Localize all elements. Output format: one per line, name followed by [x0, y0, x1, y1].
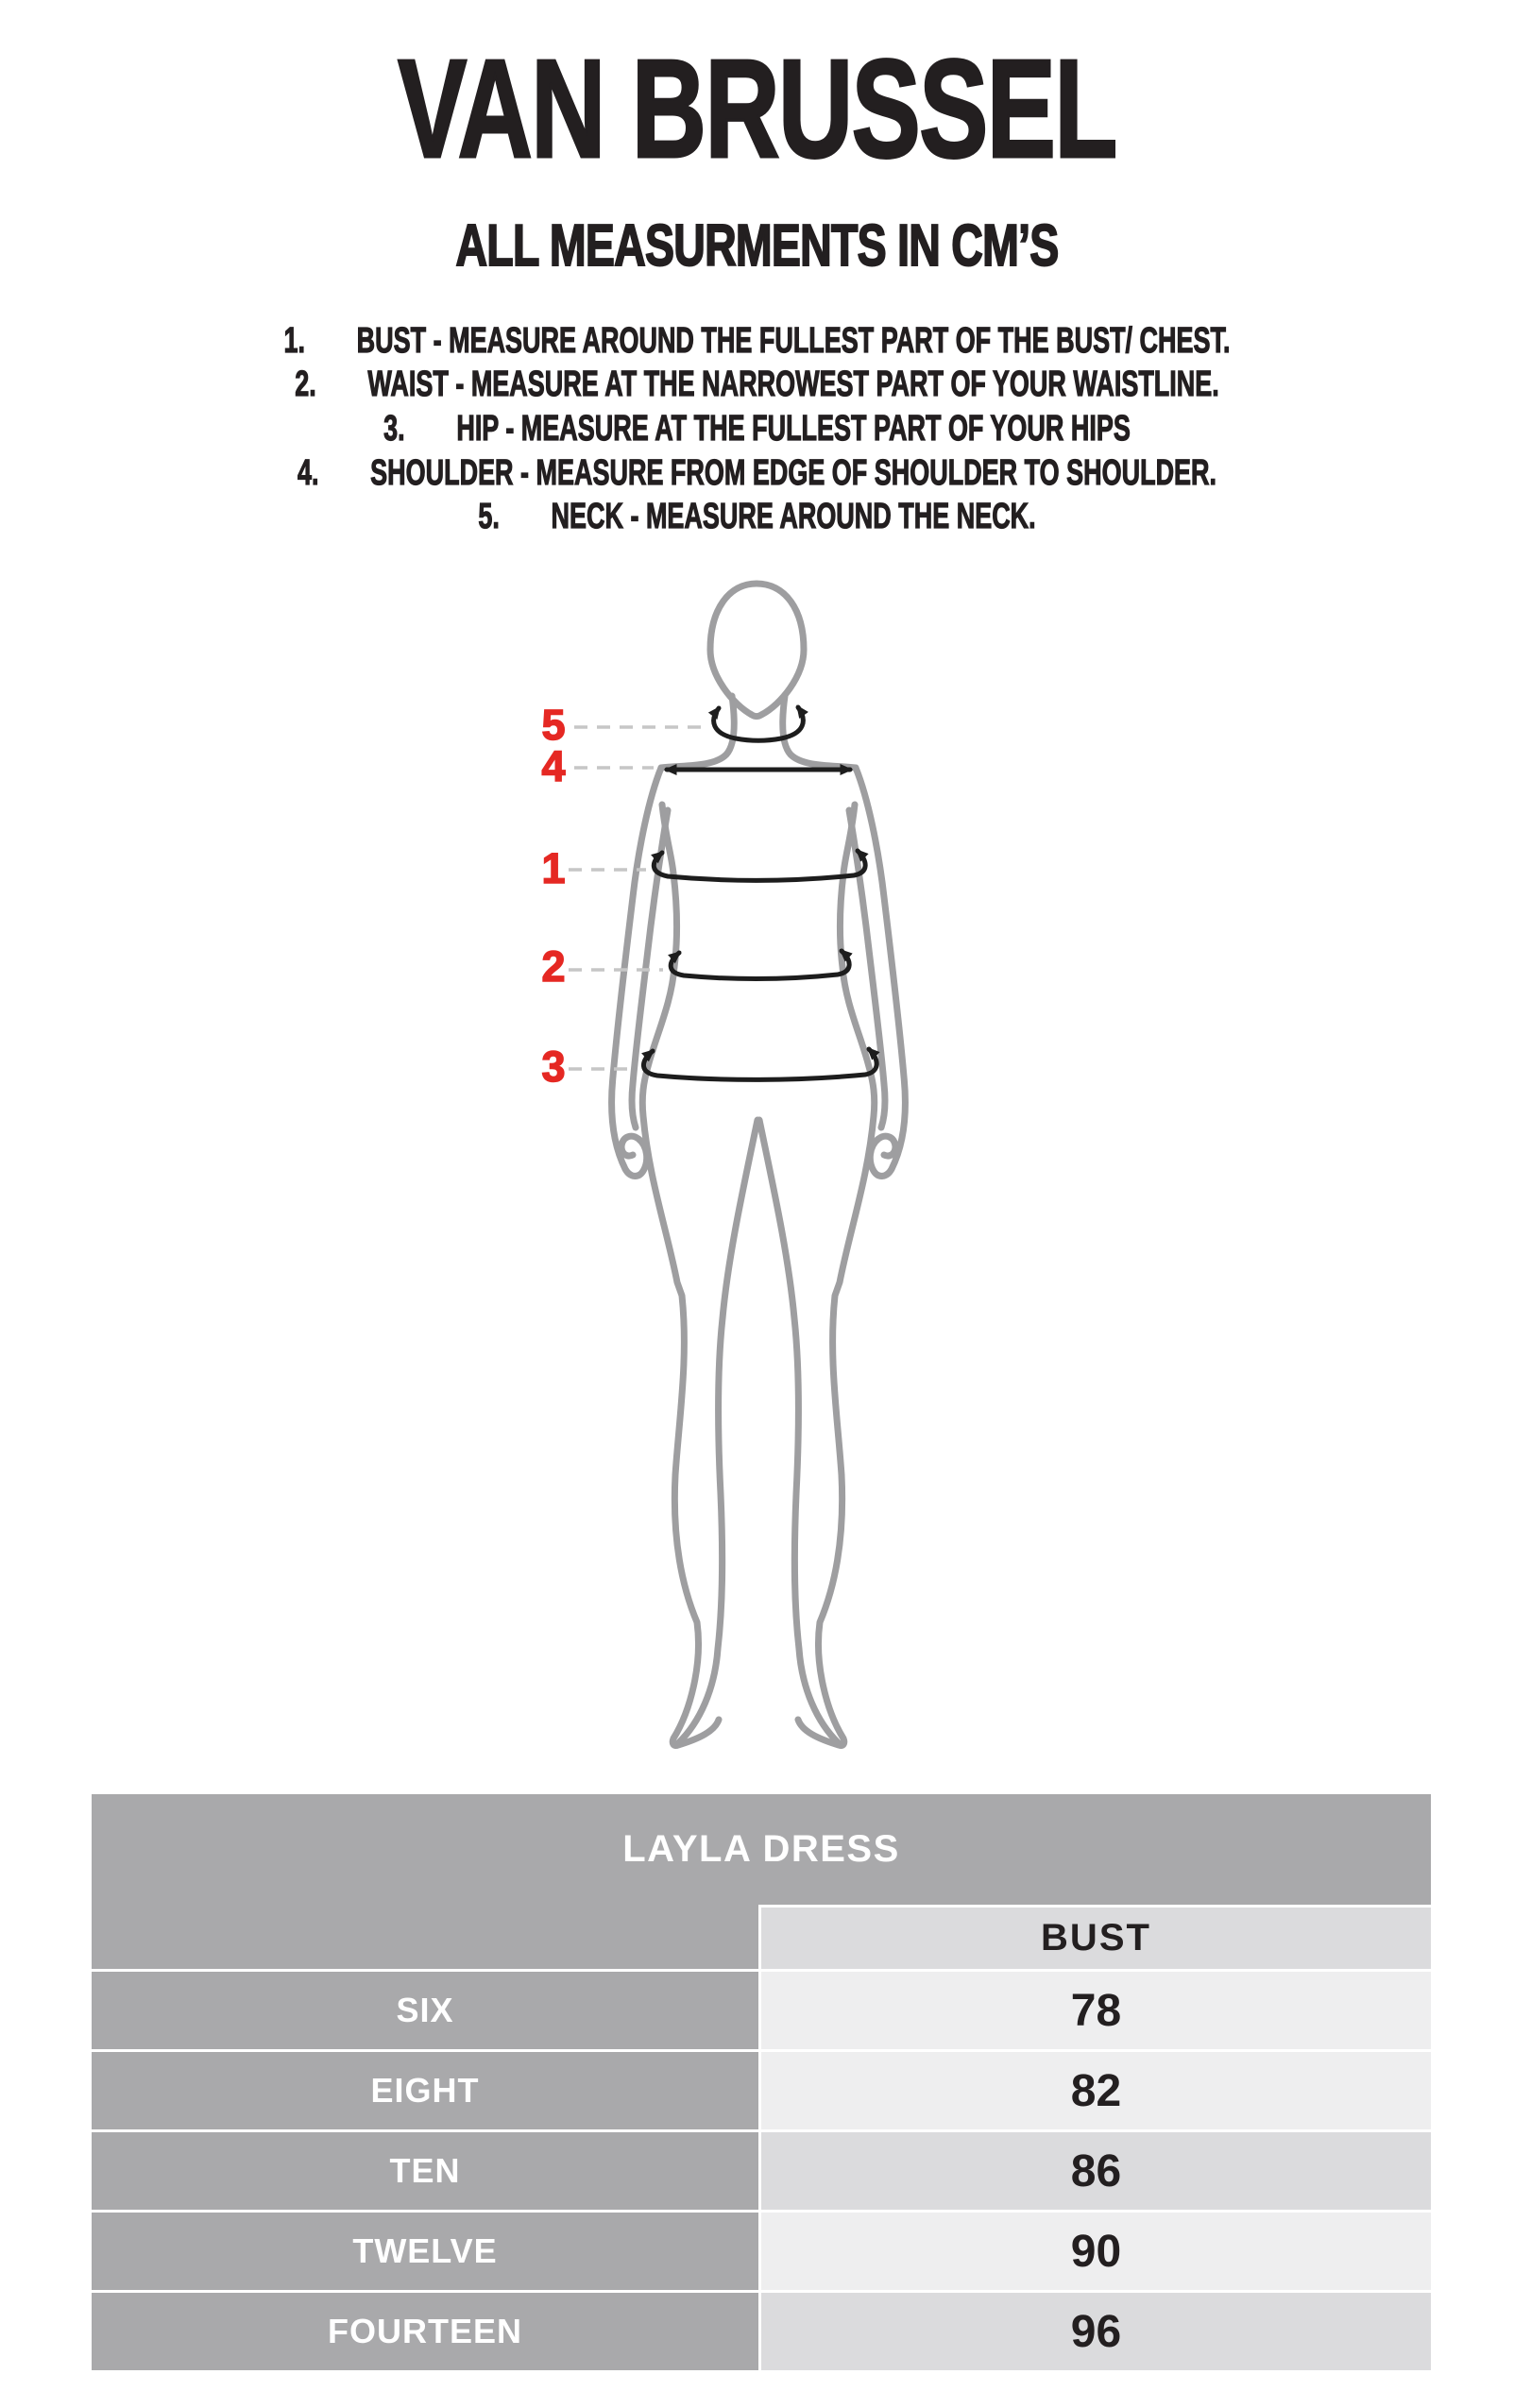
size-value-cell: 96 — [758, 2293, 1431, 2370]
arm-left-outer — [612, 768, 661, 1176]
size-table-column-header: BUST — [758, 1905, 1431, 1969]
brand-title: VAN BRUSSEL — [398, 31, 1116, 187]
torso-leg-right — [798, 805, 875, 1746]
instruction-number: 3. — [383, 408, 405, 449]
head-outline — [710, 584, 804, 717]
size-value-cell: 86 — [758, 2132, 1431, 2210]
instruction-text: BUST - MEASURE AROUND THE FULLEST PART OF THE BUST/ CHEST. — [356, 320, 1231, 361]
page-subtitle: ALL MEASURMENTS IN CM’S — [455, 213, 1059, 279]
size-name-cell: TWELVE — [92, 2213, 758, 2290]
instruction-number: 2. — [295, 365, 316, 405]
size-table-subheader-row — [92, 1905, 1431, 1969]
size-table-title: LAYLA DRESS — [92, 1794, 1431, 1905]
instruction-number: 4. — [297, 452, 319, 493]
table-row — [92, 1972, 1431, 2049]
instruction-text: HIP - MEASURE AT THE FULLEST PART OF YOUR HIPS — [456, 408, 1131, 449]
size-name-cell: SIX — [92, 1972, 758, 2049]
leg-right-inner — [759, 1120, 839, 1743]
size-value-cell: 90 — [758, 2213, 1431, 2290]
callout-number-hip: 3 — [541, 1043, 566, 1091]
table-row — [92, 2132, 1431, 2210]
size-name-cell: FOURTEEN — [92, 2293, 758, 2370]
leg-left-inner — [678, 1120, 757, 1743]
neck-measure-band — [714, 707, 804, 740]
hip-measure-band — [643, 1049, 876, 1079]
instruction-number: 5. — [478, 497, 500, 537]
table-row — [92, 2293, 1431, 2370]
size-name-cell: EIGHT — [92, 2052, 758, 2129]
callout-number-bust: 1 — [541, 844, 566, 892]
table-row — [92, 2052, 1431, 2129]
callout-number-neck: 5 — [541, 701, 566, 749]
size-value-cell: 78 — [758, 1972, 1431, 2049]
table-row — [92, 2213, 1431, 2290]
waist-measure-band — [671, 951, 849, 979]
size-table-empty-cell — [92, 1905, 758, 1969]
instruction-number: 1. — [283, 320, 306, 361]
bust-measure-band — [654, 851, 865, 880]
mannequin-outline — [612, 584, 906, 1746]
size-name-cell: TEN — [92, 2132, 758, 2210]
size-table — [92, 1794, 1431, 2370]
instruction-text: SHOULDER - MEASURE FROM EDGE OF SHOULDER TO SHOULDER. — [370, 452, 1217, 493]
torso-leg-left — [642, 805, 719, 1746]
callout-number-waist: 2 — [541, 942, 566, 991]
instruction-text: WAIST - MEASURE AT THE NARROWEST PART OF YOUR WAISTLINE. — [367, 365, 1219, 405]
callout-number-shoulder: 4 — [541, 742, 566, 790]
size-value-cell: 82 — [758, 2052, 1431, 2129]
arm-right-outer — [856, 768, 905, 1176]
size-table-rows — [92, 1972, 1431, 2370]
instruction-text: NECK - MEASURE AROUND THE NECK. — [551, 497, 1036, 537]
